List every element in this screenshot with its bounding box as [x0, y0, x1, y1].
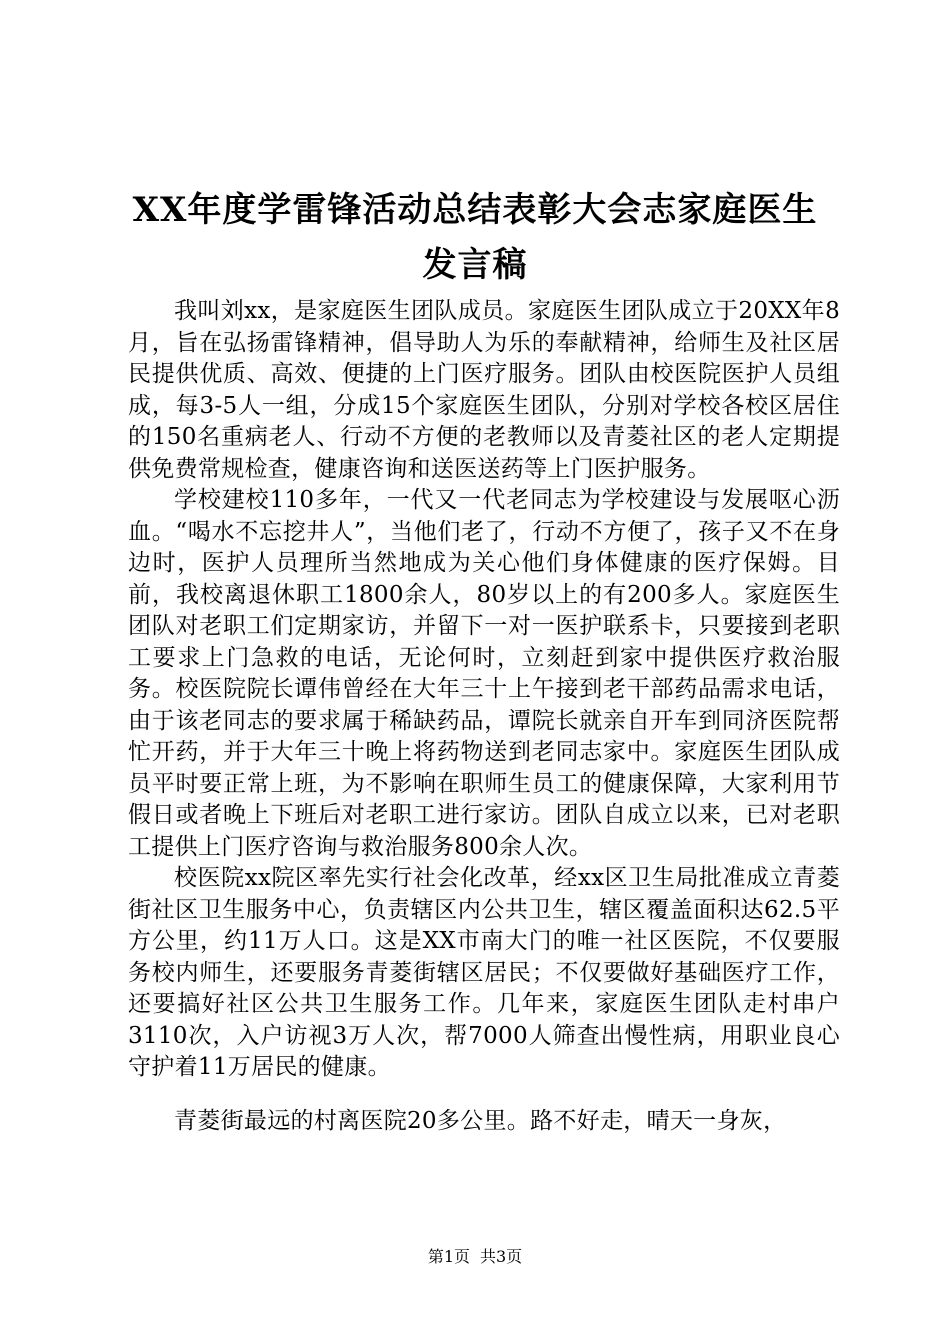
- paragraph-3: 校医院xx院区率先实行社会化改革，经xx区卫生局批准成立青菱街社区卫生服务中心，负责辖区内公共卫生，辖区覆盖面积达62.5平方公里，约11万人口。这是XX市南大门的唯一社区医院，不仅要服务校内师生，还要服务青菱街辖区居民；不仅要做好基础医疗工作，还要搞好社区公共卫生服务工作。几年来，家庭医生团队走村串户3110次，入户访视3万人次，帮7000人筛查出慢性病，用职业良心守护着11万居民的健康。: [128, 865, 840, 1080]
- paragraph-1: 我叫刘xx，是家庭医生团队成员。家庭医生团队成立于20XX年8月，旨在弘扬雷锋精神，倡导助人为乐的奉献精神，给师生及社区居民提供优质、高效、便捷的上门医疗服务。团队由校医院医护人员组成，每3-5人一组，分成15个家庭医生团队，分别对学校各校区居住的150名重病老人、行动不方便的老教师以及青菱社区的老人定期提供免费常规检查，健康咨询和送医送药等上门医护服务。: [128, 298, 840, 482]
- paragraph-4: 青菱街最远的村离医院20多公里。路不好走，晴天一身灰，: [174, 1107, 787, 1134]
- document-title-line-1: XX年度学雷锋活动总结表彰大会志家庭医生: [132, 190, 818, 230]
- page-number: 第1页: [427, 1247, 470, 1266]
- page-total: 共3页: [480, 1247, 523, 1266]
- page-footer: [0, 1247, 950, 1267]
- document-body: [128, 296, 840, 1137]
- paragraph-2: 学校建校110多年，一代又一代老同志为学校建设与发展呕心沥血。“喝水不忘挖井人”，当他们老了，行动不方便了，孩子又不在身边时，医护人员理所当然地成为关心他们身体健康的医疗保姆。目前，我校离退休职工1800余人，80岁以上的有200多人。家庭医生团队对老职工们定期家访，并留下一对一医护联系卡，只要接到老职工要求上门急救的电话，无论何时，立刻赶到家中提供医疗救治服务。校医院院长谭伟曾经在大年三十上午接到老干部药品需求电话，由于该老同志的要求属于稀缺药品，谭院长就亲自开车到同济医院帮忙开药，并于大年三十晚上将药物送到老同志家中。家庭医生团队成员平时要正常上班，为不影响在职师生员工的健康保障，大家利用节假日或者晚上下班后对老职工进行家访。团队自成立以来，已对老职工提供上门医疗咨询与救治服务800余人次。: [128, 487, 840, 860]
- document-title-line-2: 发言稿: [422, 245, 528, 285]
